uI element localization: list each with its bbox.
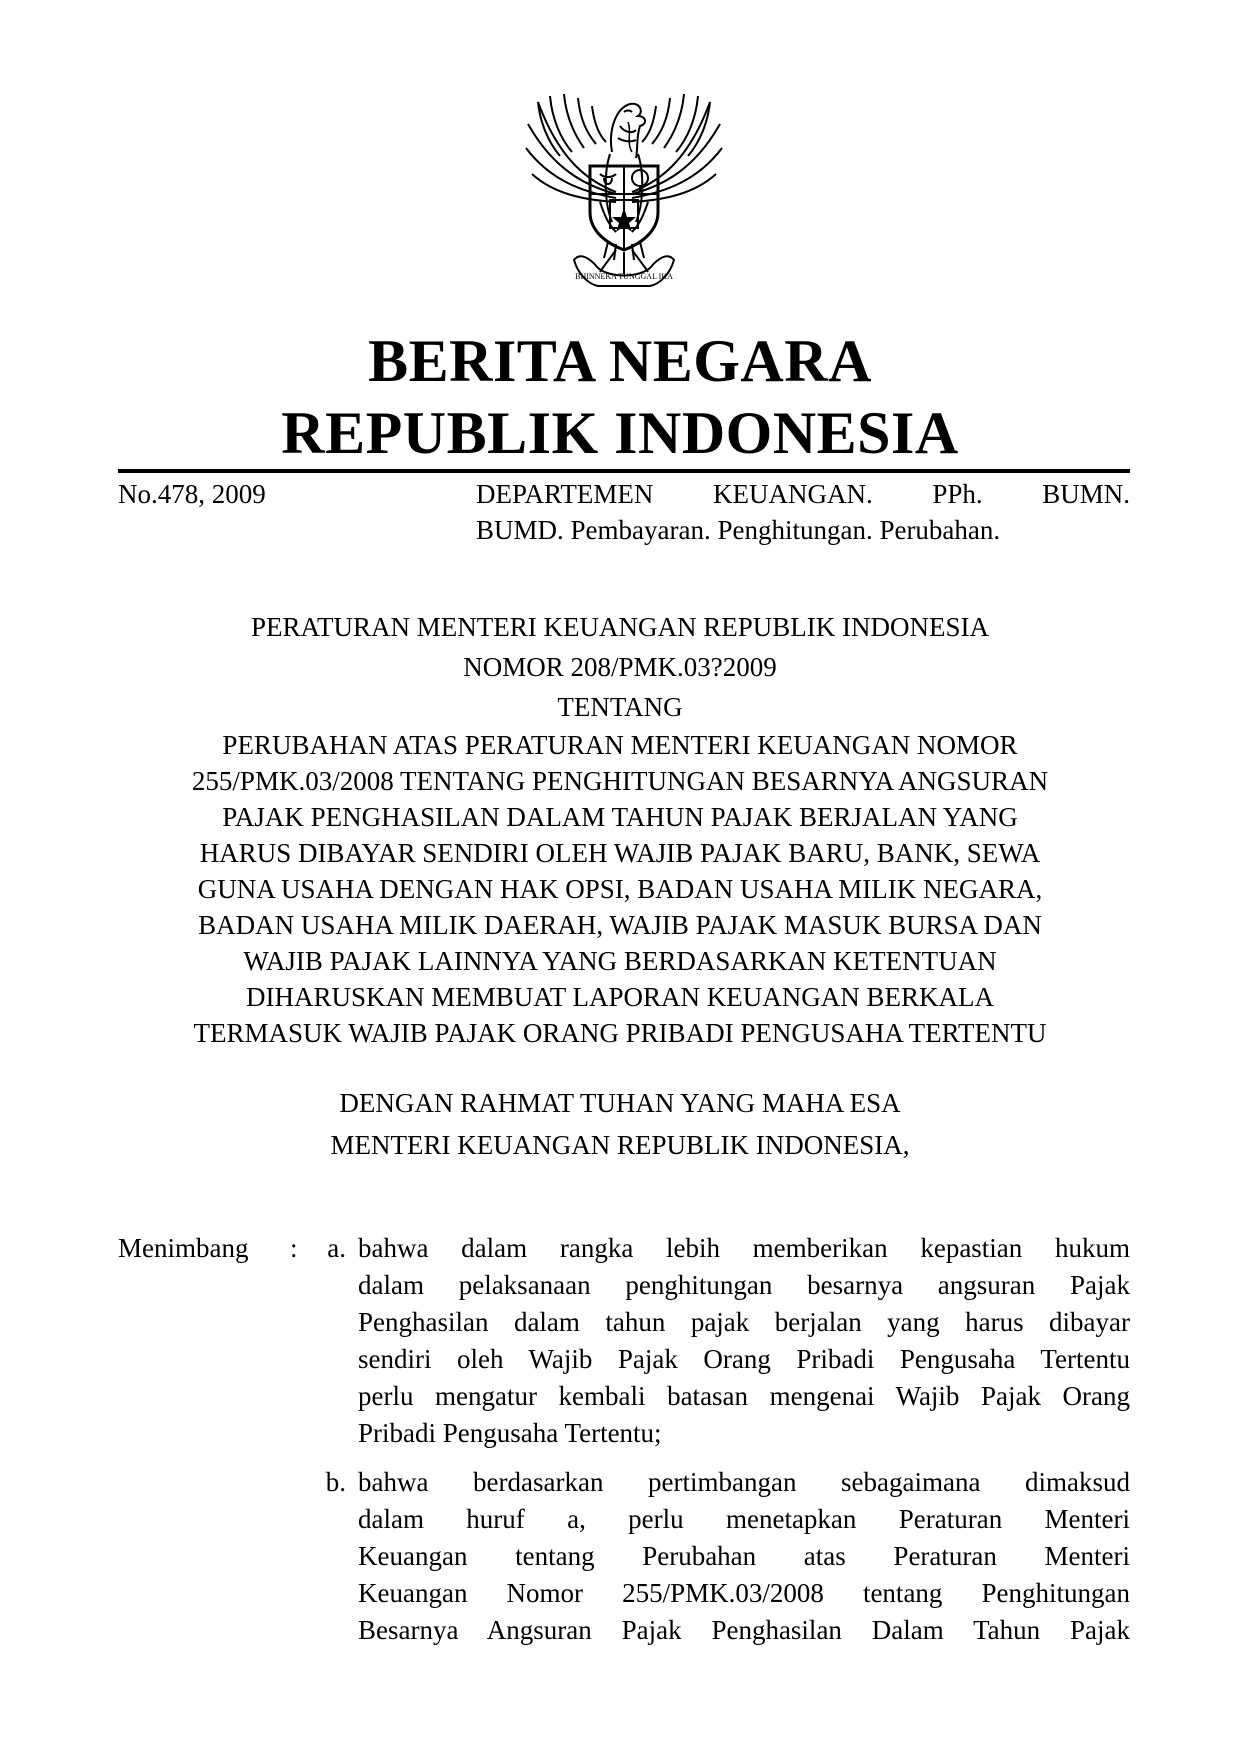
- emblem-motto: BHINNEKA TUNGGAL IKA: [575, 272, 673, 281]
- regulation-number: NOMOR 208/PMK.03?2009: [463, 652, 777, 682]
- masthead-subtitle: REPUBLIK INDONESIA: [281, 400, 959, 466]
- item-line: perlu mengatur kembali batasan mengenai Wajib Pajak Orang: [358, 1381, 1130, 1411]
- considering-label: Menimbang: [118, 1233, 249, 1263]
- regulation-title-line: 255/PMK.03/2008 TENTANG PENGHITUNGAN BESARNYA ANGSURAN: [191, 766, 1049, 796]
- gazette-subject-line: DEPARTEMEN KEUANGAN. PPh. BUMN.: [476, 479, 1130, 509]
- regulation-title-line: GUNA USAHA DENGAN HAK OPSI, BADAN USAHA MILIK NEGARA,: [197, 874, 1043, 904]
- minister-line: MENTERI KEUANGAN REPUBLIK INDONESIA,: [330, 1130, 910, 1160]
- regulation-title-line: BADAN USAHA MILIK DAERAH, WAJIB PAJAK MASUK BURSA DAN: [198, 910, 1042, 940]
- item-marker: b.: [325, 1467, 346, 1497]
- item-line: bahwa dalam rangka lebih memberikan kepastian hukum: [358, 1233, 1130, 1263]
- item-line: bahwa berdasarkan pertimbangan sebagaimana dimaksud: [358, 1467, 1130, 1497]
- item-line: sendiri oleh Wajib Pajak Orang Pribadi Pengusaha Tertentu: [358, 1344, 1130, 1374]
- regulation-title-line: HARUS DIBAYAR SENDIRI OLEH WAJIB PAJAK BARU, BANK, SEWA: [199, 838, 1041, 868]
- item-text: [358, 1230, 1130, 1452]
- gazette-subject-line: BUMD. Pembayaran. Penghitungan. Perubahan.: [476, 515, 1001, 545]
- masthead-title: BERITA NEGARA: [368, 328, 872, 394]
- regulation-title-line: PAJAK PENGHASILAN DALAM TAHUN PAJAK BERJALAN YANG: [222, 802, 1018, 832]
- regulation-issuer: PERATURAN MENTERI KEUANGAN REPUBLIK INDONESIA: [251, 612, 989, 642]
- item-marker: a.: [327, 1233, 346, 1263]
- item-line: dalam huruf a, perlu menetapkan Peraturan Menteri: [358, 1504, 1130, 1534]
- item-line: Pribadi Pengusaha Tertentu;: [358, 1418, 662, 1448]
- item-line: Keuangan Nomor 255/PMK.03/2008 tentang Penghitungan: [358, 1578, 1130, 1608]
- regulation-title-line: TERMASUK WAJIB PAJAK ORANG PRIBADI PENGUSAHA TERTENTU: [193, 1018, 1047, 1048]
- regulation-title-line: WAJIB PAJAK LAINNYA YANG BERDASARKAN KETENTUAN: [243, 946, 997, 976]
- header-divider: [118, 469, 1130, 473]
- preamble: [100, 1082, 1140, 1166]
- regulation-about: TENTANG: [557, 692, 683, 722]
- blessing-line: DENGAN RAHMAT TUHAN YANG MAHA ESA: [339, 1088, 901, 1118]
- regulation-title: [100, 727, 1140, 1051]
- item-line: Besarnya Angsuran Pajak Penghasilan Dalam Tahun Pajak: [358, 1615, 1130, 1645]
- garuda-emblem-icon: [520, 82, 728, 294]
- considering-colon: :: [290, 1233, 298, 1263]
- item-line: dalam pelaksanaan penghitungan besarnya angsuran Pajak: [358, 1270, 1130, 1300]
- regulation-title-line: PERUBAHAN ATAS PERATURAN MENTERI KEUANGAN NOMOR: [222, 730, 1018, 760]
- item-line: Keuangan tentang Perubahan atas Peraturan Menteri: [358, 1541, 1130, 1571]
- gazette-number: No.478, 2009: [118, 479, 266, 509]
- regulation-heading: [100, 607, 1140, 727]
- item-text: [358, 1464, 1130, 1649]
- item-line: Penghasilan dalam tahun pajak berjalan yang harus dibayar: [358, 1307, 1130, 1337]
- regulation-title-line: DIHARUSKAN MEMBUAT LAPORAN KEUANGAN BERKALA: [245, 982, 995, 1012]
- gazette-subject: [476, 476, 1130, 548]
